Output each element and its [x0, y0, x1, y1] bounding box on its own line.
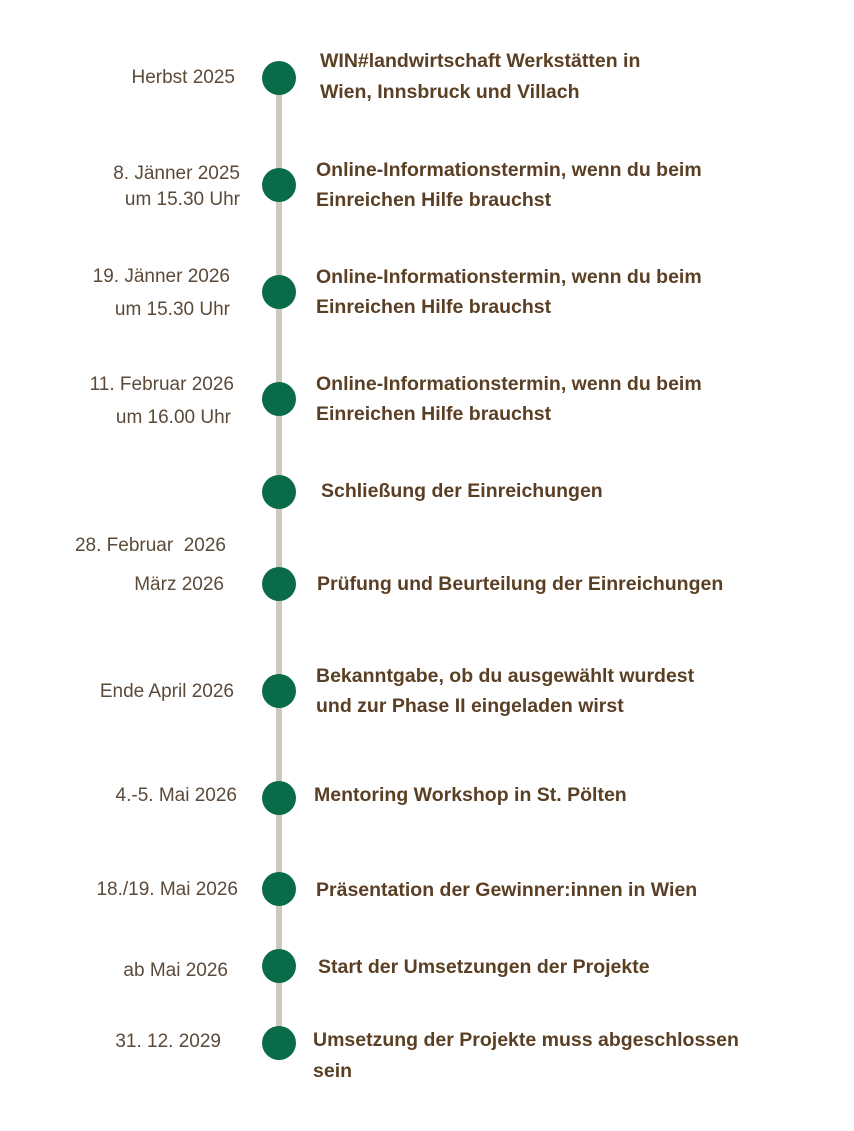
event-title-line: Online-Informationstermin, wenn du beim: [316, 266, 702, 288]
event-date: [131, 64, 235, 91]
event-title-line: WIN#landwirtschaft Werkstätten in: [320, 50, 641, 72]
event-date-line: 11. Februar 2026: [89, 374, 234, 395]
timeline-dot-icon: [262, 1026, 296, 1060]
event-date: [115, 1028, 221, 1055]
event-date-line: März 2026: [134, 574, 224, 595]
event-title-line: Start der Umsetzungen der Projekte: [318, 956, 650, 978]
event-title-line: Einreichen Hilfe brauchst: [316, 403, 552, 425]
event-date-line: 31. 12. 2029: [115, 1031, 221, 1052]
event-title: [313, 1025, 739, 1087]
timeline-dot-icon: [262, 781, 296, 815]
event-title-line: Umsetzung der Projekte muss abgeschlossen: [313, 1029, 739, 1051]
event-title: [316, 875, 697, 906]
event-title-line: Präsentation der Gewinner:innen in Wien: [316, 879, 698, 901]
event-date: [116, 782, 237, 809]
timeline-dot-icon: [262, 674, 296, 708]
event-title: [317, 569, 723, 600]
event-date: [123, 957, 228, 984]
timeline-dot-icon: [262, 168, 296, 202]
event-date-line: um 15.30 Uhr: [124, 189, 240, 210]
event-date-line: Herbst 2025: [131, 67, 235, 88]
event-title: [321, 476, 603, 507]
timeline-dot-icon: [262, 475, 296, 509]
event-date-line: um 15.30 Uhr: [114, 299, 230, 320]
event-title: [316, 155, 702, 215]
timeline-dot-icon: [262, 949, 296, 983]
event-title-line: Mentoring Workshop in St. Pölten: [314, 784, 627, 806]
event-title-line: und zur Phase II eingeladen wirst: [316, 695, 624, 717]
event-title: [316, 661, 694, 721]
event-date: [134, 571, 224, 598]
event-title: [316, 262, 702, 322]
event-title-line: sein: [313, 1060, 353, 1082]
event-date-line: um 16.00 Uhr: [115, 407, 231, 428]
event-title: [316, 369, 702, 429]
timeline-dot-icon: [262, 61, 296, 95]
event-title: [320, 46, 640, 108]
event-title-line: Einreichen Hilfe brauchst: [316, 189, 552, 211]
event-date: [113, 161, 240, 213]
event-date-line: 4.-5. Mai 2026: [115, 785, 237, 806]
timeline-dot-icon: [262, 872, 296, 906]
event-date-line: ab Mai 2026: [123, 960, 228, 981]
event-title-line: Online-Informationstermin, wenn du beim: [316, 373, 702, 395]
event-date: [90, 368, 234, 434]
event-date-line: Ende April 2026: [99, 681, 234, 702]
event-date: [96, 876, 238, 903]
timeline-dot-icon: [262, 275, 296, 309]
event-title: [314, 780, 627, 811]
event-date-line: 18./19. Mai 2026: [96, 879, 238, 900]
timeline-dot-icon: [262, 382, 296, 416]
event-date-line: 28. Februar 2026: [74, 535, 226, 556]
timeline-dot-icon: [262, 567, 296, 601]
event-title-line: Bekanntgabe, ob du ausgewählt wurdest: [316, 665, 695, 687]
event-title-line: Schließung der Einreichungen: [321, 480, 603, 502]
event-title: [318, 952, 650, 983]
event-title-line: Wien, Innsbruck und Villach: [320, 81, 580, 103]
event-title-line: Einreichen Hilfe brauchst: [316, 296, 552, 318]
event-date-line: 8. Jänner 2025: [113, 163, 240, 184]
event-date: [100, 678, 234, 705]
event-title-line: Prüfung und Beurteilung der Einreichungen: [317, 573, 724, 595]
event-date-line: 19. Jänner 2026: [92, 266, 230, 287]
event-date: [93, 260, 230, 326]
event-title-line: Online-Informationstermin, wenn du beim: [316, 159, 702, 181]
